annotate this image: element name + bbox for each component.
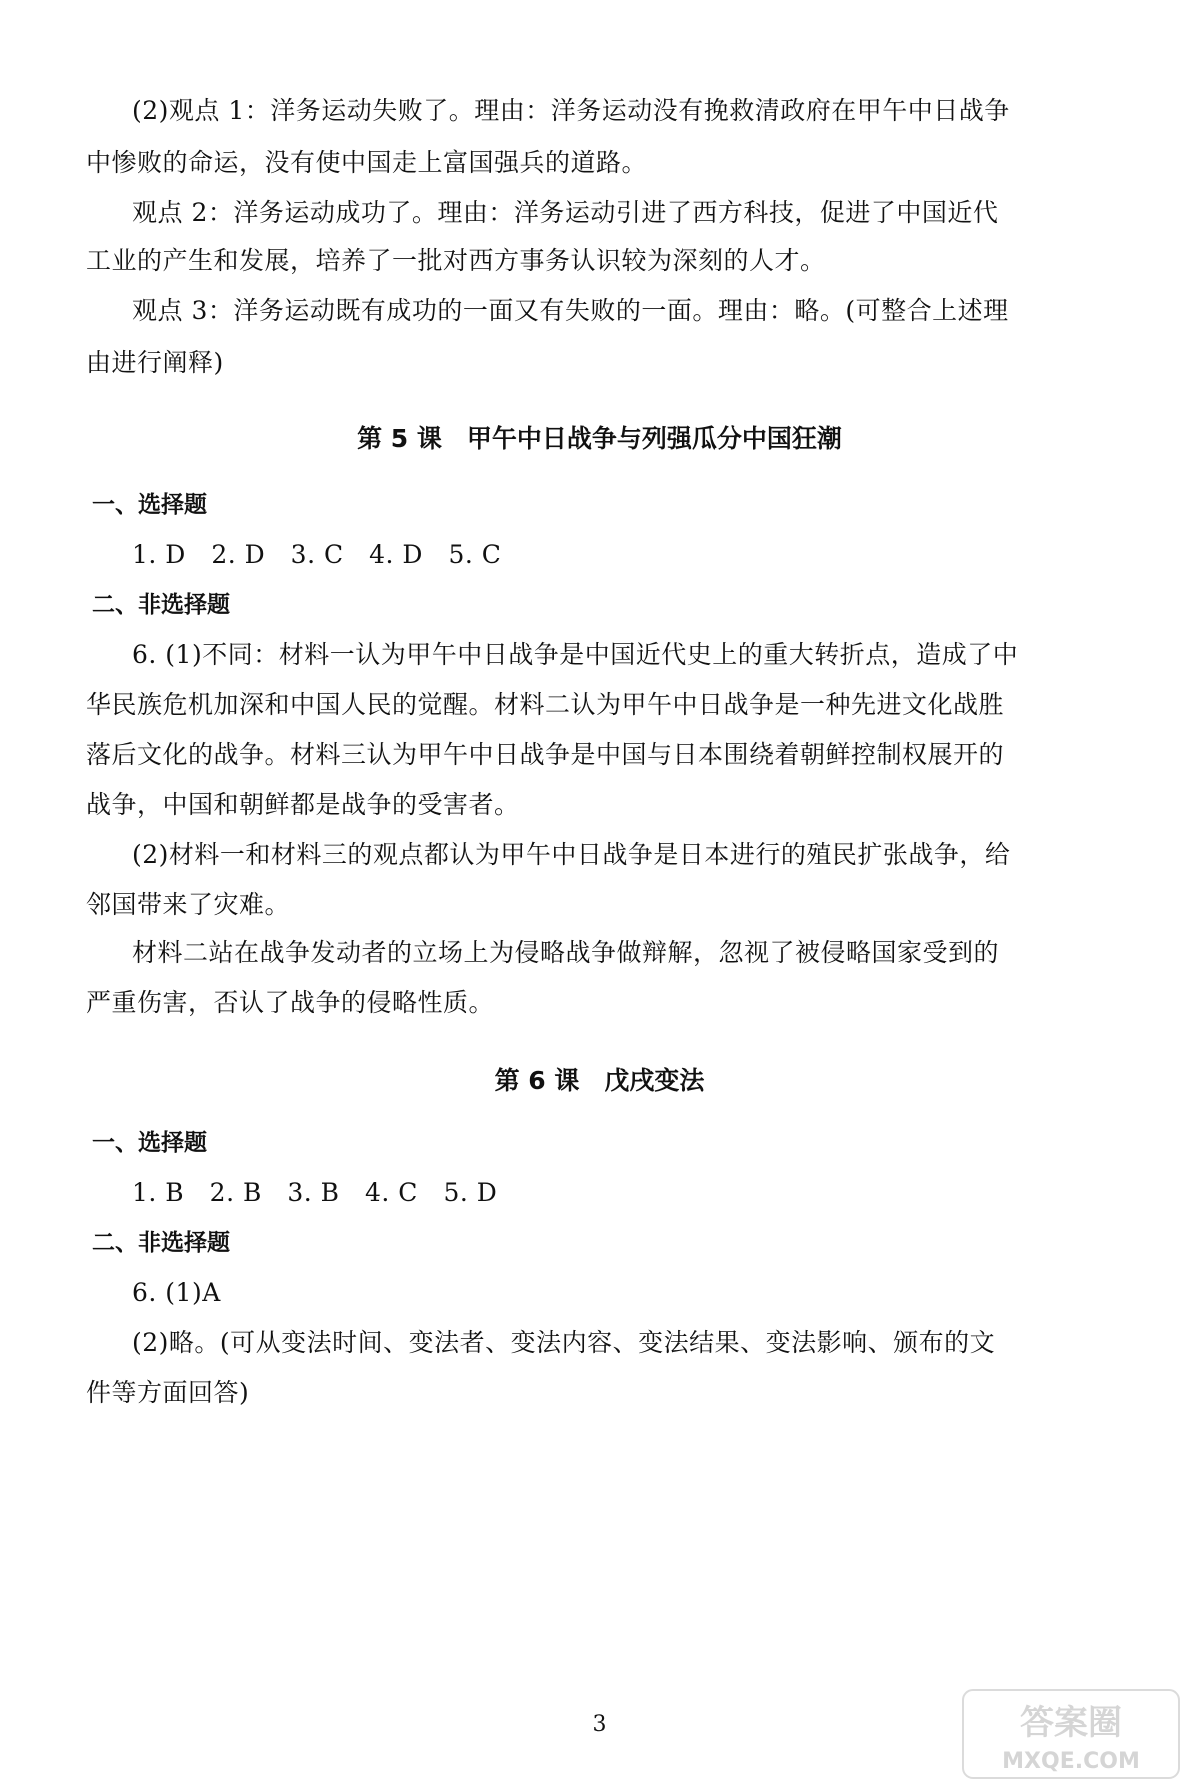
paragraph-line: 观点 2：洋务运动成功了。理由：洋务运动引进了西方科技，促进了中国近代 (132, 198, 999, 227)
lesson-6-choice-answers: 1. B 2. B 3. B 4. C 5. D (132, 1178, 498, 1207)
lesson-5-line: 华民族危机加深和中国人民的觉醒。材料二认为甲午中日战争是一种先进文化战胜 (86, 690, 1005, 719)
watermark-url: MXQE.COM (1002, 1749, 1140, 1774)
paragraph-line: 中惨败的命运，没有使中国走上富国强兵的道路。 (86, 148, 648, 177)
lesson-6-line: 6. (1)A (132, 1278, 221, 1307)
lesson-5-line: 材料二站在战争发动者的立场上为侵略战争做辩解，忽视了被侵略国家受到的 (132, 938, 1000, 967)
lesson-5-line: 6. (1)不同：材料一认为甲午中日战争是中国近代史上的重大转折点，造成了中 (132, 640, 1019, 669)
lesson-5-line: (2)材料一和材料三的观点都认为甲午中日战争是日本进行的殖民扩张战争，给 (132, 840, 1011, 869)
lesson-5-line: 严重伤害，否认了战争的侵略性质。 (86, 988, 495, 1017)
lesson-5-choice-answers: 1. D 2. D 3. C 4. D 5. C (132, 540, 502, 569)
lesson-6-section-nonchoice: 二、非选择题 (92, 1230, 230, 1256)
lesson-6-title: 第 6 课 戊戌变法 (494, 1066, 705, 1095)
paragraph-line: 观点 3：洋务运动既有成功的一面又有失败的一面。理由：略。(可整合上述理 (132, 296, 1009, 325)
lesson-5-title: 第 5 课 甲午中日战争与列强瓜分中国狂潮 (357, 424, 842, 453)
lesson-5-section-choice: 一、选择题 (92, 492, 207, 518)
lesson-5-line: 落后文化的战争。材料三认为甲午中日战争是中国与日本围绕着朝鲜控制权展开的 (86, 740, 1005, 769)
page-number: 3 (592, 1712, 607, 1737)
paragraph-line: 由进行阐释) (86, 348, 224, 377)
paragraph-line: (2)观点 1：洋务运动失败了。理由：洋务运动没有挽救清政府在甲午中日战争 (132, 96, 1010, 125)
lesson-5-line: 战争，中国和朝鲜都是战争的受害者。 (86, 790, 520, 819)
lesson-5-section-nonchoice: 二、非选择题 (92, 592, 230, 618)
paragraph-line: 工业的产生和发展，培养了一批对西方事务认识较为深刻的人才。 (86, 246, 826, 275)
lesson-6-line: (2)略。(可从变法时间、变法者、变法内容、变法结果、变法影响、颁布的文 (132, 1328, 996, 1357)
lesson-5-line: 邻国带来了灾难。 (86, 890, 291, 919)
lesson-6-line: 件等方面回答) (86, 1378, 250, 1407)
lesson-6-section-choice: 一、选择题 (92, 1130, 207, 1156)
watermark-logo-text: 答案圈 (1020, 1703, 1122, 1743)
watermark-logo (961, 1688, 1181, 1780)
